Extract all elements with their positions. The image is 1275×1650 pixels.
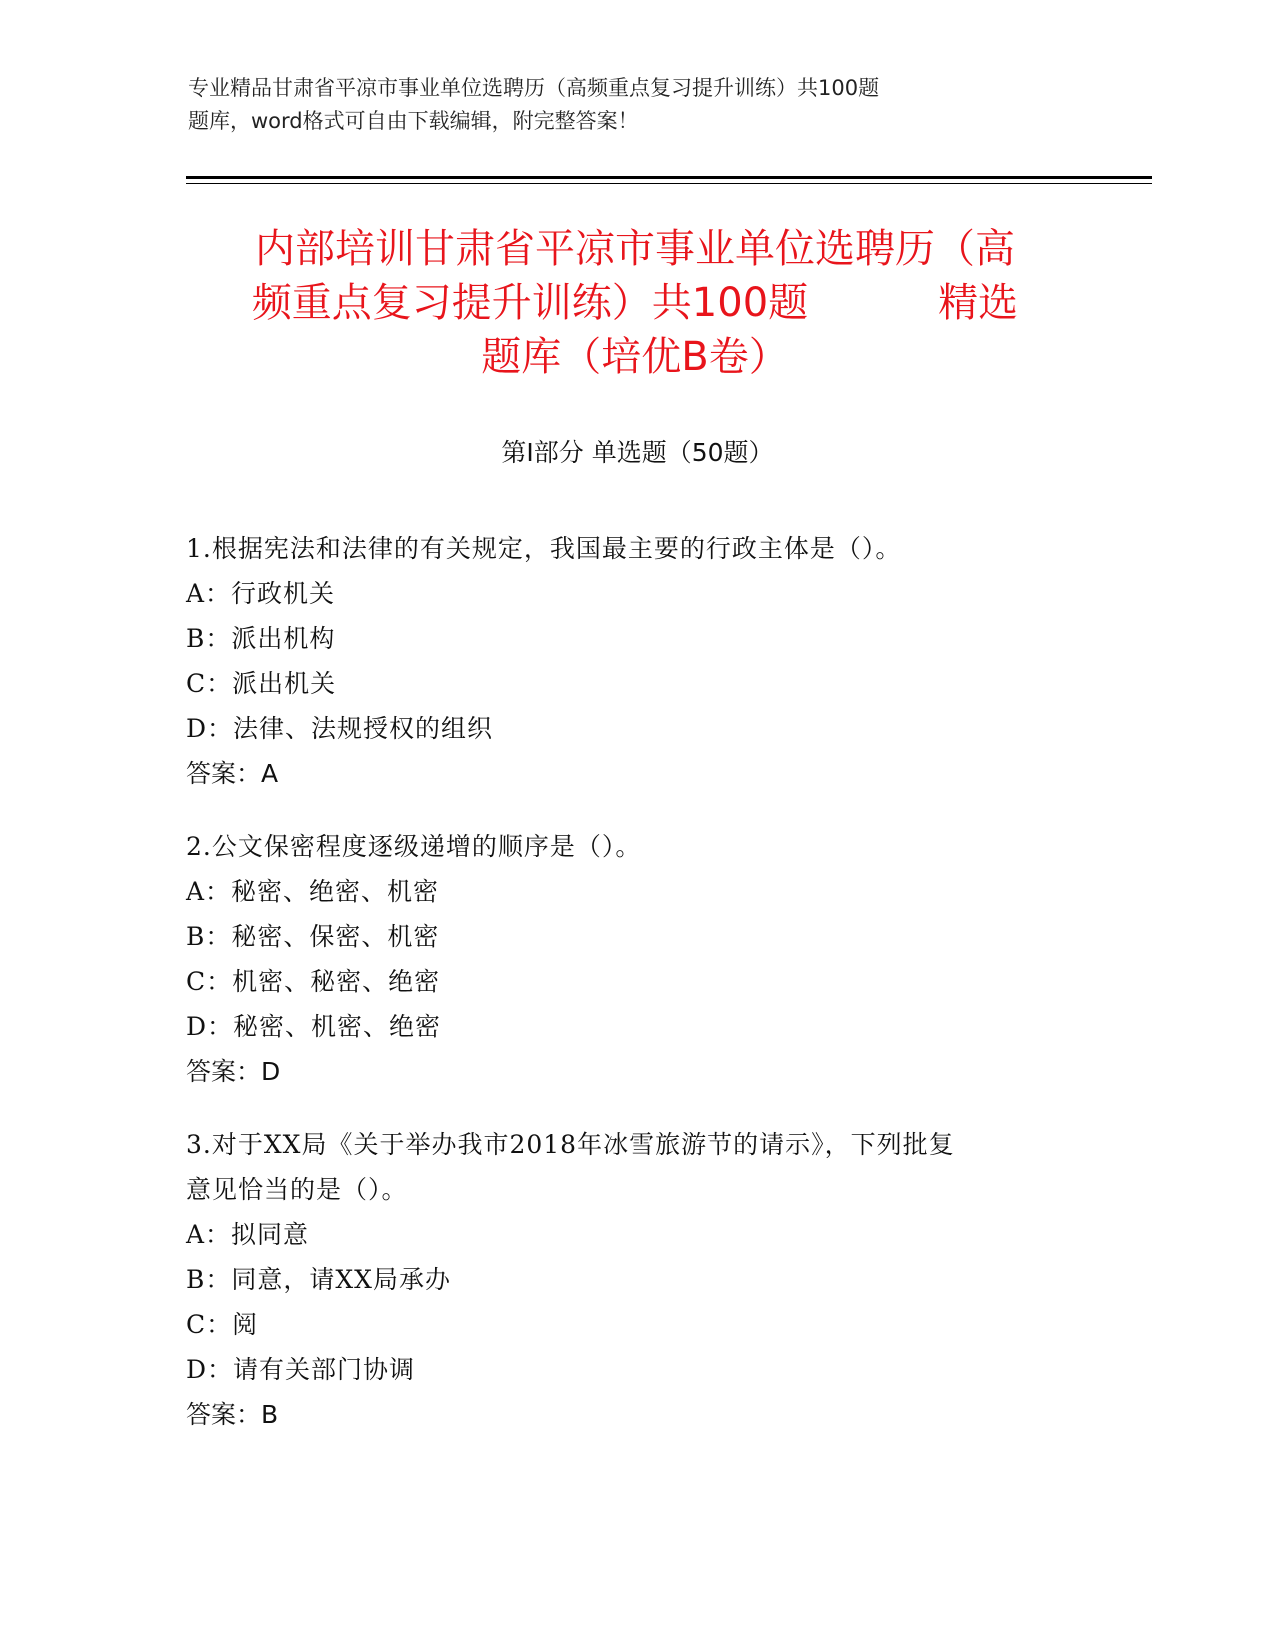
option-b: B：同意，请XX局承办 [186,1265,451,1294]
option-a: A：行政机关 [186,579,336,608]
question-2 [186,824,1086,1094]
document-title-line-3: 题库（培优B卷） [481,334,789,380]
answer: 答案：D [186,1057,281,1086]
document-title [190,222,1080,384]
option-d: D：秘密、机密、绝密 [186,1012,442,1041]
question-stem: 2.公文保密程度逐级递增的顺序是（）。 [186,832,642,861]
header-note-line-2: 题库，word格式可自由下载编辑，附完整答案！ [188,109,639,133]
question-3 [186,1122,1086,1437]
document-title-line-2 [190,276,1080,330]
question-stem-line-1: 3.对于XX局《关于举办我市2018年冰雪旅游节的请示》，下列批复 [186,1130,955,1159]
question-1 [186,526,1086,796]
answer: 答案：A [186,759,279,788]
question-stem: 1.根据宪法和法律的有关规定，我国最主要的行政主体是（）。 [186,534,902,563]
option-c: C：派出机关 [186,669,337,698]
section-title: 第Ⅰ部分 单选题（50题） [501,438,774,467]
question-list [186,526,1086,1465]
option-c: C：阅 [186,1310,259,1339]
option-d: D：法律、法规授权的组织 [186,714,494,743]
document-title-line-2-part-a: 频重点复习提升训练）共100题 [251,280,809,326]
option-b: B：秘密、保密、机密 [186,922,440,951]
header-note [188,72,1028,138]
option-b: B：派出机构 [186,624,336,653]
option-d: D：请有关部门协调 [186,1355,416,1384]
header-note-line-1: 专业精品甘肃省平凉市事业单位选聘历（高频重点复习提升训练）共100题 [188,76,880,100]
header-divider-thin [186,183,1152,184]
option-a: A：秘密、绝密、机密 [186,877,440,906]
question-stem-line-2: 意见恰当的是（）。 [186,1175,408,1204]
answer: 答案：B [186,1400,279,1429]
option-a: A：拟同意 [186,1220,310,1249]
option-c: C：机密、秘密、绝密 [186,967,441,996]
header-divider-thick [186,176,1152,179]
document-title-line-1: 内部培训甘肃省平凉市事业单位选聘历（高 [255,226,1015,272]
document-title-line-2-part-b: 精选 [938,280,1019,326]
